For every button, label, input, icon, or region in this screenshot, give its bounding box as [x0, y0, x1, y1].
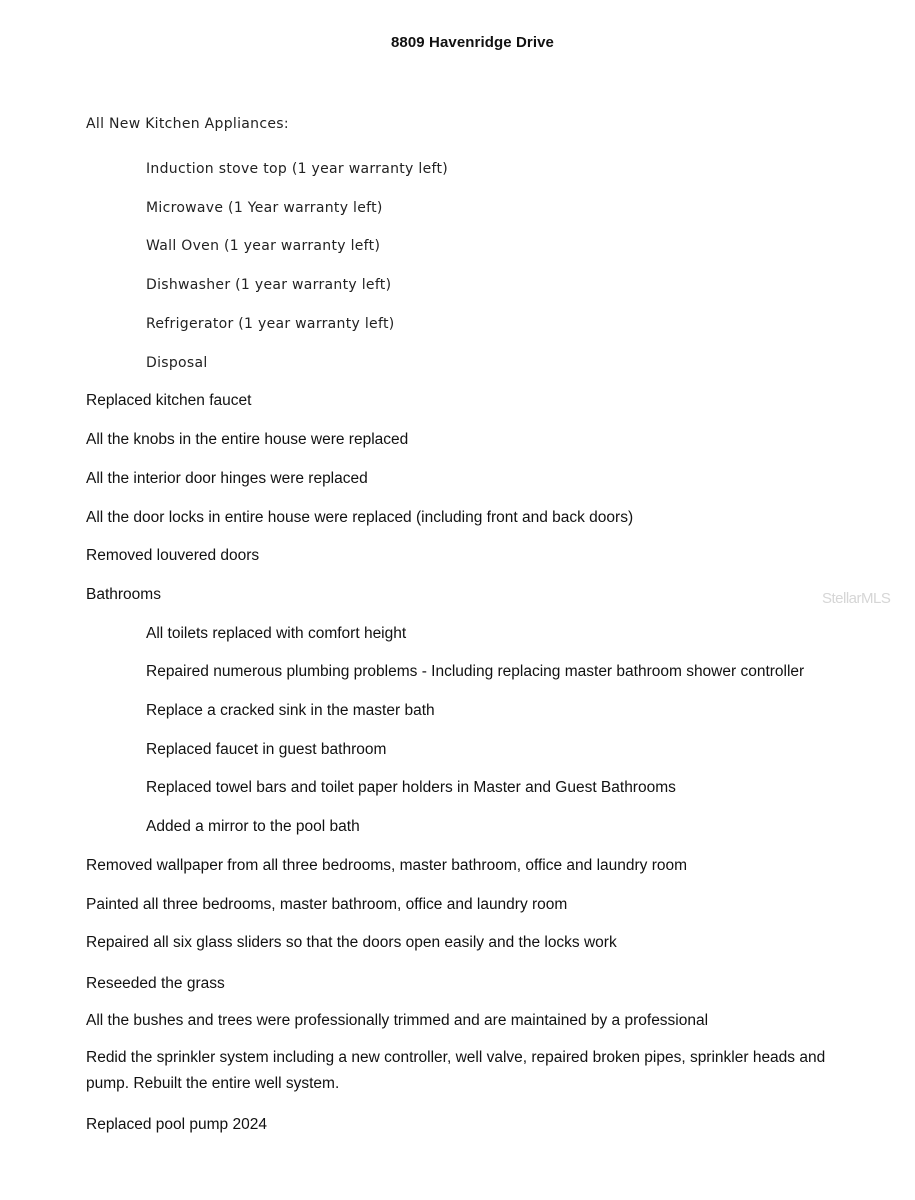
kitchen-item: Dishwasher (1 year warranty left)	[146, 277, 392, 293]
bathroom-item: Replaced towel bars and toilet paper holders in Master and Guest Bathrooms	[146, 779, 676, 796]
list-item: All the knobs in the entire house were replaced	[86, 431, 409, 448]
list-item: Removed louvered doors	[86, 547, 260, 564]
list-item: All the door locks in entire house were replaced (including front and back doors)	[86, 509, 634, 526]
list-item: Removed wallpaper from all three bedrooms, master bathroom, office and laundry room	[86, 857, 688, 874]
bathroom-item: Replaced faucet in guest bathroom	[146, 741, 387, 758]
list-item: Reseeded the grass	[86, 975, 225, 992]
list-item: Replaced pool pump 2024	[86, 1116, 267, 1133]
list-item: Repaired all six glass sliders so that the doors open easily and the locks work	[86, 934, 617, 951]
bathroom-item: All toilets replaced with comfort height	[146, 625, 407, 642]
bathroom-item: Added a mirror to the pool bath	[146, 818, 360, 835]
bathrooms-heading: Bathrooms	[86, 586, 161, 603]
bathroom-item: Repaired numerous plumbing problems - Including replacing master bathroom shower controller	[146, 663, 805, 680]
list-item: All the bushes and trees were professionally trimmed and are maintained by a professional	[86, 1012, 709, 1029]
kitchen-item: Microwave (1 Year warranty left)	[146, 200, 383, 216]
kitchen-heading: All New Kitchen Appliances:	[86, 116, 289, 132]
kitchen-item: Induction stove top (1 year warranty left)	[146, 161, 449, 177]
bathroom-item: Replace a cracked sink in the master bath	[146, 702, 435, 719]
list-item: Painted all three bedrooms, master bathroom, office and laundry room	[86, 896, 568, 913]
kitchen-item: Refrigerator (1 year warranty left)	[146, 316, 395, 332]
kitchen-item: Disposal	[146, 355, 208, 371]
document-title: 8809 Havenridge Drive	[390, 34, 555, 51]
list-item: Redid the sprinkler system including a new controller, well valve, repaired broken pipes, sprinkler heads and pump. Rebuilt the entire well system.	[86, 1049, 826, 1092]
list-item: Replaced kitchen faucet	[86, 392, 252, 409]
list-item: All the interior door hinges were replaced	[86, 470, 368, 487]
kitchen-item: Wall Oven (1 year warranty left)	[146, 238, 381, 254]
watermark: StellarMLS	[822, 590, 891, 607]
